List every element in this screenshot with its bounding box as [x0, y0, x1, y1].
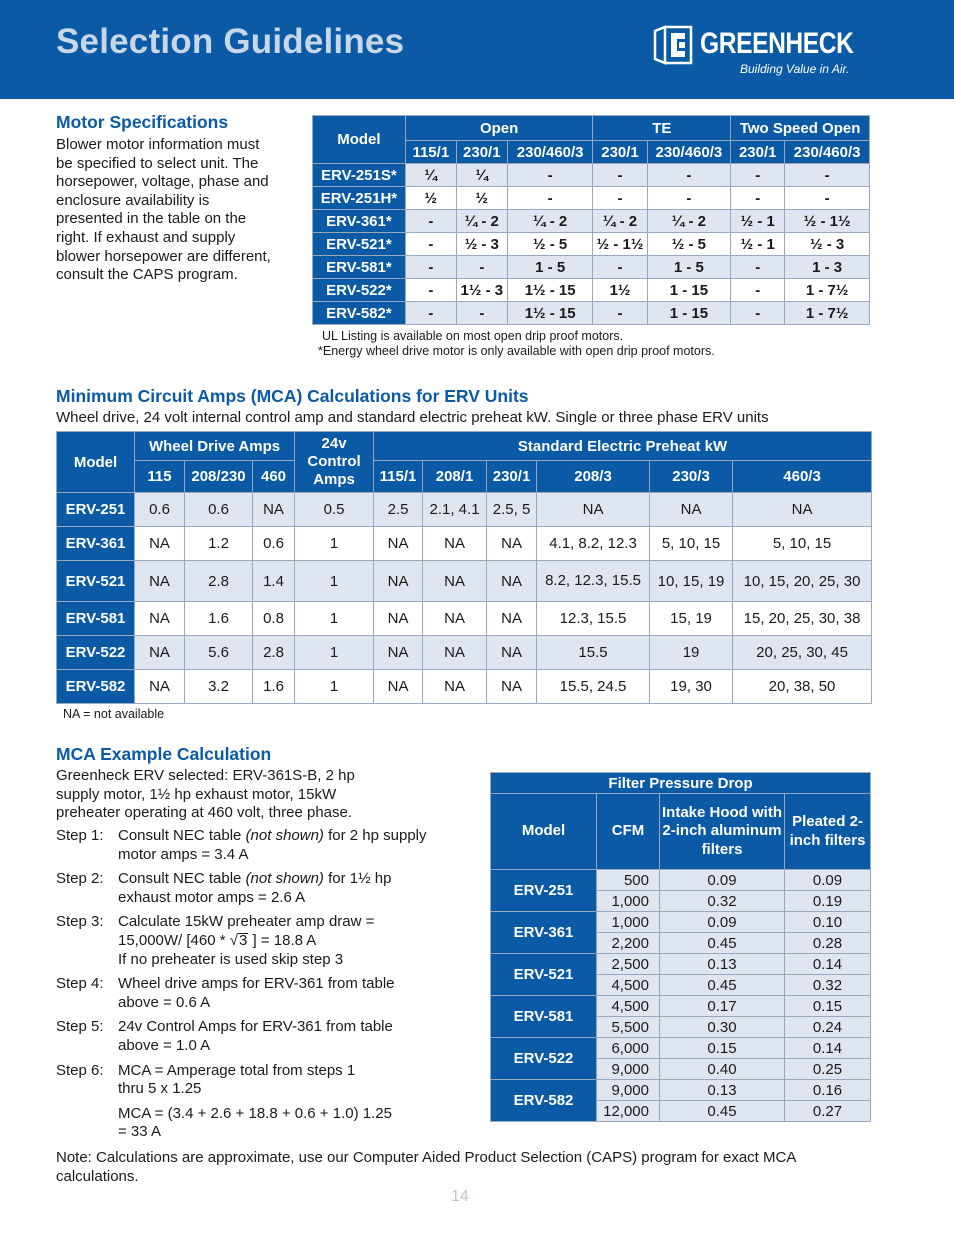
table-row — [313, 187, 870, 210]
mca-header-preheat: Standard Electric Preheat kW — [374, 432, 872, 461]
filter-cfm-cell: 1,000 — [597, 912, 660, 933]
mca-subheader: 208/230 — [185, 461, 253, 493]
motor-hp-cell: 1½ - 3 — [456, 279, 507, 302]
motor-hp-cell: ½ - 1½ — [785, 210, 870, 233]
mca-value-cell: NA — [537, 493, 650, 527]
motor-hp-cell: - — [405, 233, 456, 256]
table-row — [491, 954, 871, 975]
step-text-emphasis: (not shown) — [245, 827, 324, 844]
table-row — [57, 602, 872, 636]
filter-value-cell: 0.40 — [660, 1059, 785, 1080]
motor-subheader: 115/1 — [405, 141, 456, 164]
mca-value-cell: 1.6 — [253, 670, 295, 704]
step-text-line: 15,000W/ [460 * √3 ] = 18.8 A — [118, 931, 317, 949]
mca-value-cell: 1 — [295, 527, 374, 561]
filter-value-cell: 0.17 — [660, 996, 785, 1017]
example-intro: Greenheck ERV selected: ERV-361S-B, 2 hp supply motor, 1½ hp exhaust motor, 15kW preheater operating at 460 volt, three phase. — [56, 767, 355, 822]
page-header — [0, 0, 954, 99]
motor-header-model: Model — [313, 116, 406, 164]
step-label: Step 6: — [56, 1061, 104, 1079]
motor-hp-cell: - — [785, 187, 870, 210]
filter-value-cell: 0.13 — [660, 954, 785, 975]
step-formula: MCA = (3.4 + 2.6 + 18.8 + 0.6 + 1.0) 1.25 = 33 A — [118, 1104, 392, 1141]
filter-value-cell: 0.27 — [785, 1101, 871, 1122]
motor-hp-cell: 1 - 7½ — [785, 279, 870, 302]
mca-value-cell: 1 — [295, 561, 374, 602]
table-row — [57, 636, 872, 670]
filter-value-cell: 0.15 — [785, 996, 871, 1017]
table-row — [313, 256, 870, 279]
mca-model-cell: ERV-361 — [57, 527, 135, 561]
mca-header-control-amps: 24v Control Amps — [295, 432, 374, 493]
mca-value-cell: 12.3, 15.5 — [537, 602, 650, 636]
mca-header-wheel-drive: Wheel Drive Amps — [135, 432, 295, 461]
motor-hp-cell: ½ — [456, 187, 507, 210]
motor-header-two-speed: Two Speed Open — [731, 116, 870, 141]
motor-hp-cell: - — [731, 187, 785, 210]
motor-hp-cell: ¼ - 2 — [593, 210, 647, 233]
footer-note: Note: Calculations are approximate, use our Computer Aided Product Selection (CAPS) program for exact MCA calculations. — [56, 1149, 796, 1185]
step-label: Step 5: — [56, 1018, 104, 1036]
filter-cfm-cell: 4,500 — [597, 975, 660, 996]
mca-value-cell: NA — [487, 670, 537, 704]
mca-value-cell: NA — [487, 527, 537, 561]
motor-hp-cell: 1 - 3 — [785, 256, 870, 279]
table-row — [313, 279, 870, 302]
motor-model-cell: ERV-251S* — [313, 164, 406, 187]
filter-value-cell: 0.28 — [785, 933, 871, 954]
motor-hp-cell: 1 - 5 — [507, 256, 593, 279]
motor-model-cell: ERV-582* — [313, 302, 406, 325]
mca-value-cell: NA — [135, 602, 185, 636]
filter-value-cell: 0.09 — [785, 870, 871, 891]
table-row — [313, 164, 870, 187]
mca-model-cell: ERV-582 — [57, 670, 135, 704]
filter-value-cell: 0.09 — [660, 870, 785, 891]
motor-hp-cell: ¼ - 2 — [456, 210, 507, 233]
greenheck-logo-icon — [651, 25, 695, 65]
mca-value-cell: NA — [423, 527, 487, 561]
motor-hp-cell: ¼ - 2 — [647, 210, 731, 233]
filter-value-cell: 0.45 — [660, 933, 785, 954]
mca-model-cell: ERV-581 — [57, 602, 135, 636]
motor-subheader: 230/460/3 — [785, 141, 870, 164]
step-text — [118, 913, 436, 969]
table-row — [313, 233, 870, 256]
table-row — [491, 1080, 871, 1101]
filter-model-cell: ERV-361 — [491, 912, 597, 954]
motor-header-te: TE — [593, 116, 731, 141]
motor-note-energy: *Energy wheel drive motor is only available with open drip proof motors. — [318, 344, 715, 358]
motor-subheader: 230/460/3 — [507, 141, 593, 164]
mca-value-cell: NA — [487, 561, 537, 602]
motor-hp-cell: - — [405, 279, 456, 302]
mca-model-cell: ERV-251 — [57, 493, 135, 527]
motor-model-cell: ERV-522* — [313, 279, 406, 302]
table-row — [57, 561, 872, 602]
filter-cfm-cell: 5,500 — [597, 1017, 660, 1038]
motor-hp-cell: - — [647, 187, 731, 210]
motor-hp-cell: 1 - 15 — [647, 279, 731, 302]
table-row — [491, 1038, 871, 1059]
motor-hp-cell: - — [507, 164, 593, 187]
example-steps — [56, 827, 436, 1148]
mca-value-cell: 15.5, 24.5 — [537, 670, 650, 704]
mca-subheader: 460/3 — [733, 461, 872, 493]
mca-value-cell: 2.5 — [374, 493, 423, 527]
step-text-part: for 2 hp supply motor amps = 3.4 A — [118, 827, 427, 863]
mca-value-cell: 2.1, 4.1 — [423, 493, 487, 527]
step-text-part: Consult NEC table — [118, 827, 246, 844]
filter-value-cell: 0.32 — [660, 891, 785, 912]
motor-model-cell: ERV-521* — [313, 233, 406, 256]
motor-hp-cell: ½ - 5 — [647, 233, 731, 256]
mca-subheader: 230/3 — [650, 461, 733, 493]
mca-value-cell: 2.8 — [185, 561, 253, 602]
filter-model-cell: ERV-251 — [491, 870, 597, 912]
motor-note-ul: UL Listing is available on most open drip proof motors. — [322, 329, 624, 343]
mca-value-cell: NA — [423, 670, 487, 704]
mca-value-cell: NA — [253, 493, 295, 527]
mca-value-cell: NA — [423, 561, 487, 602]
step-text — [118, 870, 436, 907]
mca-value-cell: NA — [374, 561, 423, 602]
filter-value-cell: 0.15 — [660, 1038, 785, 1059]
motor-hp-cell: - — [593, 256, 647, 279]
step-text — [118, 827, 436, 864]
mca-value-cell: 10, 15, 19 — [650, 561, 733, 602]
step-text-part: Consult NEC table — [118, 870, 246, 888]
filter-header-cfm: CFM — [597, 794, 660, 870]
table-row — [57, 670, 872, 704]
motor-spec-table — [312, 115, 870, 325]
filter-value-cell: 0.14 — [785, 954, 871, 975]
mca-subheader: 460 — [253, 461, 295, 493]
mca-intro: Wheel drive, 24 volt internal control amp and standard electric preheat kW. Single or three phase ERV units — [56, 409, 769, 426]
motor-model-cell: ERV-251H* — [313, 187, 406, 210]
mca-value-cell: NA — [374, 636, 423, 670]
mca-value-cell: 1 — [295, 636, 374, 670]
example-step-1 — [56, 827, 436, 864]
motor-hp-cell: ½ - 1 — [731, 233, 785, 256]
motor-hp-cell: - — [647, 164, 731, 187]
motor-hp-cell: ½ - 1 — [731, 210, 785, 233]
motor-hp-cell: 1½ - 15 — [507, 302, 593, 325]
mca-value-cell: NA — [487, 602, 537, 636]
motor-hp-cell: - — [731, 302, 785, 325]
brand-logo — [651, 25, 881, 81]
filter-pressure-table — [490, 772, 871, 1122]
example-step-3 — [56, 913, 436, 969]
motor-hp-cell: ½ - 3 — [456, 233, 507, 256]
step-label: Step 3: — [56, 913, 104, 931]
mca-value-cell: 19 — [650, 636, 733, 670]
motor-subheader: 230/1 — [456, 141, 507, 164]
mca-value-cell: 2.5, 5 — [487, 493, 537, 527]
motor-section-title: Motor Specifications — [56, 112, 229, 132]
motor-hp-cell: ½ - 5 — [507, 233, 593, 256]
mca-value-cell: NA — [487, 636, 537, 670]
sqrt-radicand: 3 — [238, 931, 248, 949]
mca-value-cell: 2.8 — [253, 636, 295, 670]
mca-value-cell: 5, 10, 15 — [650, 527, 733, 561]
filter-value-cell: 0.19 — [785, 891, 871, 912]
table-row — [491, 912, 871, 933]
filter-header-pleated: Pleated 2-inch filters — [785, 794, 871, 870]
mca-subheader: 208/3 — [537, 461, 650, 493]
motor-model-cell: ERV-581* — [313, 256, 406, 279]
filter-header-intake-hood: Intake Hood with 2-inch aluminum filters — [660, 794, 785, 870]
step-text-part: for 1½ hp exhaust motor amps = 2.6 A — [118, 870, 392, 906]
step-label: Step 1: — [56, 827, 104, 844]
motor-hp-cell: ¼ - 2 — [507, 210, 593, 233]
motor-hp-cell: - — [731, 164, 785, 187]
mca-value-cell: NA — [374, 670, 423, 704]
brand-name: GREENHECK — [700, 27, 854, 60]
mca-subheader: 115/1 — [374, 461, 423, 493]
motor-hp-cell: - — [405, 210, 456, 233]
example-step-4 — [56, 975, 436, 1012]
mca-value-cell: 1.2 — [185, 527, 253, 561]
mca-model-cell: ERV-521 — [57, 561, 135, 602]
step-text: 24v Control Amps for ERV-361 from table above = 1.0 A — [118, 1018, 393, 1054]
mca-value-cell: NA — [374, 602, 423, 636]
mca-section-title: Minimum Circuit Amps (MCA) Calculations for ERV Units — [56, 386, 529, 406]
filter-value-cell: 0.10 — [785, 912, 871, 933]
mca-table — [56, 431, 872, 704]
mca-value-cell: 3.2 — [185, 670, 253, 704]
motor-hp-cell: - — [456, 302, 507, 325]
mca-value-cell: 0.6 — [135, 493, 185, 527]
page-number: 14 — [451, 1188, 469, 1205]
filter-cfm-cell: 1,000 — [597, 891, 660, 912]
step-label: Step 2: — [56, 870, 104, 888]
filter-cfm-cell: 2,500 — [597, 954, 660, 975]
mca-value-cell: 1.4 — [253, 561, 295, 602]
mca-value-cell: 19, 30 — [650, 670, 733, 704]
mca-value-cell: 1.6 — [185, 602, 253, 636]
mca-value-cell: 5.6 — [185, 636, 253, 670]
step-text — [118, 1062, 436, 1142]
motor-header-open: Open — [405, 116, 593, 141]
table-row — [491, 870, 871, 891]
mca-value-cell: NA — [423, 636, 487, 670]
mca-value-cell: NA — [650, 493, 733, 527]
mca-value-cell: 0.5 — [295, 493, 374, 527]
motor-description: Blower motor information must be specified to select unit. The horsepower, voltage, phase and enclosure availability is presented in the table on the right. If exhaust and supply blower horsepower are different, consult the CAPS program. — [56, 136, 271, 284]
step-label: Step 4: — [56, 975, 104, 993]
mca-header-model: Model — [57, 432, 135, 493]
mca-na-note: NA = not available — [63, 707, 165, 721]
filter-cfm-cell: 12,000 — [597, 1101, 660, 1122]
filter-cfm-cell: 4,500 — [597, 996, 660, 1017]
filter-cfm-cell: 9,000 — [597, 1080, 660, 1101]
mca-value-cell: NA — [135, 527, 185, 561]
filter-model-cell: ERV-581 — [491, 996, 597, 1038]
step-text-part: 15,000W/ [460 * — [118, 931, 230, 949]
example-step-6 — [56, 1062, 436, 1142]
mca-value-cell: NA — [733, 493, 872, 527]
motor-hp-cell: ½ — [405, 187, 456, 210]
motor-model-cell: ERV-361* — [313, 210, 406, 233]
filter-model-cell: ERV-521 — [491, 954, 597, 996]
mca-subheader: 230/1 — [487, 461, 537, 493]
motor-hp-cell: - — [593, 302, 647, 325]
mca-value-cell: 0.6 — [185, 493, 253, 527]
example-section-title: MCA Example Calculation — [56, 744, 272, 764]
step-text-emphasis: (not shown) — [245, 870, 324, 888]
motor-hp-cell: - — [405, 256, 456, 279]
table-row — [313, 210, 870, 233]
filter-model-cell: ERV-522 — [491, 1038, 597, 1080]
motor-subheader: 230/1 — [731, 141, 785, 164]
filter-cfm-cell: 500 — [597, 870, 660, 891]
motor-hp-cell: ½ - 3 — [785, 233, 870, 256]
filter-value-cell: 0.24 — [785, 1017, 871, 1038]
table-row — [57, 527, 872, 561]
filter-value-cell: 0.45 — [660, 975, 785, 996]
motor-hp-cell: 1 - 15 — [647, 302, 731, 325]
mca-value-cell: 0.8 — [253, 602, 295, 636]
table-row — [491, 996, 871, 1017]
mca-value-cell: NA — [135, 636, 185, 670]
motor-hp-cell: ½ - 1½ — [593, 233, 647, 256]
motor-hp-cell: ¼ — [456, 164, 507, 187]
filter-value-cell: 0.25 — [785, 1059, 871, 1080]
page-title: Selection Guidelines — [56, 22, 405, 61]
motor-hp-cell: - — [731, 256, 785, 279]
motor-hp-cell: 1 - 7½ — [785, 302, 870, 325]
filter-cfm-cell: 2,200 — [597, 933, 660, 954]
mca-value-cell: 10, 15, 20, 25, 30 — [733, 561, 872, 602]
mca-value-cell: 1 — [295, 670, 374, 704]
filter-value-cell: 0.09 — [660, 912, 785, 933]
mca-value-cell: NA — [374, 527, 423, 561]
mca-value-cell: 0.6 — [253, 527, 295, 561]
mca-value-cell: NA — [423, 602, 487, 636]
filter-value-cell: 0.16 — [785, 1080, 871, 1101]
filter-header-model: Model — [491, 794, 597, 870]
motor-hp-cell: - — [507, 187, 593, 210]
filter-value-cell: 0.14 — [785, 1038, 871, 1059]
mca-value-cell: NA — [135, 561, 185, 602]
filter-value-cell: 0.32 — [785, 975, 871, 996]
mca-value-cell: 15, 20, 25, 30, 38 — [733, 602, 872, 636]
filter-model-cell: ERV-582 — [491, 1080, 597, 1122]
motor-hp-cell: - — [405, 302, 456, 325]
filter-value-cell: 0.30 — [660, 1017, 785, 1038]
filter-table-title: Filter Pressure Drop — [491, 773, 871, 794]
mca-value-cell: 1 — [295, 602, 374, 636]
filter-value-cell: 0.45 — [660, 1101, 785, 1122]
motor-hp-cell: ¼ — [405, 164, 456, 187]
motor-hp-cell: - — [456, 256, 507, 279]
filter-value-cell: 0.13 — [660, 1080, 785, 1101]
step-text-line: Calculate 15kW preheater amp draw = — [118, 913, 375, 931]
step-text-line: MCA = Amperage total from steps 1 thru 5 x 1.25 — [118, 1061, 356, 1098]
motor-hp-cell: 1 - 5 — [647, 256, 731, 279]
example-step-2 — [56, 870, 436, 907]
mca-value-cell: 20, 38, 50 — [733, 670, 872, 704]
motor-hp-cell: 1½ - 15 — [507, 279, 593, 302]
step-text: Wheel drive amps for ERV-361 from table above = 0.6 A — [118, 975, 395, 1011]
motor-subheader: 230/460/3 — [647, 141, 731, 164]
brand-tagline: Building Value in Air. — [740, 62, 850, 76]
step-text-part: ] = 18.8 A — [248, 931, 317, 949]
table-row — [313, 302, 870, 325]
filter-cfm-cell: 9,000 — [597, 1059, 660, 1080]
mca-value-cell: 8.2, 12.3, 15.5 — [537, 561, 650, 602]
motor-subheader: 230/1 — [593, 141, 647, 164]
mca-value-cell: NA — [135, 670, 185, 704]
mca-value-cell: 20, 25, 30, 45 — [733, 636, 872, 670]
example-step-5 — [56, 1018, 436, 1055]
mca-value-cell: 15.5 — [537, 636, 650, 670]
mca-value-cell: 4.1, 8.2, 12.3 — [537, 527, 650, 561]
mca-model-cell: ERV-522 — [57, 636, 135, 670]
mca-subheader: 208/1 — [423, 461, 487, 493]
motor-hp-cell: - — [731, 279, 785, 302]
step-text-line: If no preheater is used skip step 3 — [118, 950, 344, 968]
table-row — [57, 493, 872, 527]
mca-value-cell: 5, 10, 15 — [733, 527, 872, 561]
motor-hp-cell: 1½ — [593, 279, 647, 302]
filter-cfm-cell: 6,000 — [597, 1038, 660, 1059]
mca-value-cell: 15, 19 — [650, 602, 733, 636]
motor-hp-cell: - — [593, 187, 647, 210]
mca-subheader: 115 — [135, 461, 185, 493]
motor-hp-cell: - — [593, 164, 647, 187]
motor-hp-cell: - — [785, 164, 870, 187]
